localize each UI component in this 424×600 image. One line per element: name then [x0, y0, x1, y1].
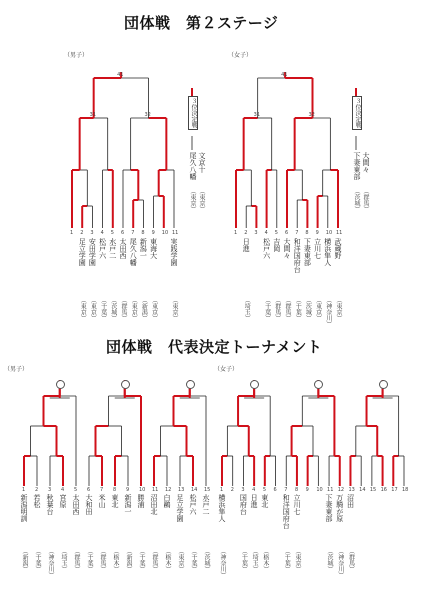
third-place-label: ３位決定戦: [354, 98, 361, 128]
entry-number: 1: [70, 230, 74, 236]
entry-number: 13: [178, 487, 185, 493]
team-name: 立川七: [292, 494, 301, 515]
entry-number: 14: [191, 487, 198, 493]
stage2-title: 団体戦 第２ステージ: [124, 14, 279, 32]
team-prefecture: （千葉）: [86, 548, 93, 572]
entry-number: 3: [254, 230, 258, 236]
entry-number: 17: [391, 487, 398, 493]
team-name: 水戸二: [108, 238, 117, 259]
entry-number: 5: [262, 487, 266, 493]
team-prefecture: （埼玉）: [243, 297, 251, 321]
team-name: 下妻東部: [303, 238, 312, 266]
team-name: 万騎が原: [335, 494, 344, 522]
entry-number: 5: [274, 230, 278, 236]
entry-number: 11: [172, 230, 179, 236]
entry-number: 1: [234, 230, 238, 236]
team-name: 新潟一: [139, 238, 148, 259]
rep-girls-label: （女子）: [214, 366, 239, 373]
team-prefecture: （千葉）: [190, 548, 197, 572]
team-name: 沼田: [346, 494, 355, 508]
team-name: 吉岡: [272, 238, 281, 252]
team-name: 大和田: [85, 494, 93, 515]
entry-number: 7: [295, 230, 299, 236]
semifinal-match-number: 31: [253, 112, 261, 118]
entry-number: 3: [90, 230, 94, 236]
team-prefecture: （埼玉）: [251, 548, 259, 572]
team-name: 東北: [260, 494, 269, 508]
team-name: 松戸六: [98, 238, 107, 259]
entry-number: 9: [151, 230, 155, 236]
entry-number: 10: [325, 230, 333, 236]
team-prefecture: （千葉）: [138, 548, 145, 572]
block-winner-marker: [186, 380, 195, 389]
team-prefecture: （新潟）: [140, 297, 148, 321]
team-name: 安田学園: [88, 238, 97, 266]
team-name: 横浜隼人: [323, 238, 332, 266]
entry-number: 9: [315, 230, 319, 236]
team-name: 立川七: [313, 238, 322, 259]
entry-number: 5: [110, 230, 114, 236]
stage2-boys-label: （男子）: [64, 52, 89, 59]
entry-number: 12: [165, 487, 172, 493]
team-prefecture: （神奈川）: [219, 548, 226, 578]
team-prefecture: （埼玉）: [60, 548, 67, 572]
team-name: 米山: [98, 494, 106, 508]
team-name: 宮原: [59, 494, 67, 508]
team-prefecture: （群馬）: [284, 297, 291, 321]
team-prefecture: （千葉）: [240, 548, 248, 572]
team-name: 東北: [111, 494, 119, 508]
entry-number: 11: [327, 487, 334, 493]
semifinal-match-number: 32: [144, 112, 151, 118]
team-name: 新潟一: [124, 494, 132, 515]
third-place-pref: （東京）: [198, 188, 205, 212]
final-match-number: 41: [281, 72, 288, 78]
team-name: 新潟明訓: [20, 494, 28, 522]
team-prefecture: （東京）: [150, 297, 158, 321]
third-place-team: 大間々: [362, 152, 370, 173]
team-prefecture: （新潟）: [21, 548, 28, 572]
team-name: 若松: [33, 494, 41, 508]
entry-number: 11: [336, 230, 343, 236]
team-prefecture: （茨城）: [109, 297, 117, 321]
entry-number: 2: [80, 230, 84, 236]
entry-number: 10: [161, 230, 169, 236]
third-place-pref: （群馬）: [362, 188, 369, 212]
third-place-pref: （東京）: [189, 188, 196, 212]
entry-number: 13: [348, 487, 355, 493]
entry-number: 3: [48, 487, 52, 493]
entry-number: 6: [273, 487, 277, 493]
entry-number: 7: [100, 487, 104, 493]
team-name: 和洋国府台: [293, 238, 302, 273]
team-prefecture: （東京）: [171, 297, 178, 321]
team-name: 足立学園: [78, 238, 87, 266]
team-name: 下妻東部: [325, 494, 334, 522]
team-name: 沼田北: [150, 494, 158, 515]
team-name: 和洋国府台: [282, 494, 291, 529]
final-match-number: 41: [117, 72, 124, 78]
entry-number: 14: [359, 487, 366, 493]
entry-number: 2: [35, 487, 39, 493]
team-name: 松戸六: [189, 494, 197, 515]
team-name: 足立学園: [176, 494, 184, 522]
entry-number: 2: [230, 487, 234, 493]
third-place-label: ３位決定戦: [190, 98, 197, 128]
entry-number: 10: [316, 487, 323, 493]
entry-number: 16: [380, 487, 387, 493]
team-prefecture: （群馬）: [273, 297, 281, 321]
team-prefecture: （東京）: [89, 297, 97, 321]
team-prefecture: （千葉）: [34, 548, 41, 572]
team-name: 太田西: [119, 238, 127, 259]
rep-boys-label: （男子）: [4, 366, 29, 373]
team-name: 水戸二: [202, 494, 210, 515]
team-name: 大間々: [283, 238, 291, 259]
team-prefecture: （茨城）: [203, 548, 210, 572]
entry-number: 8: [294, 487, 299, 493]
team-name: 武蔵野: [334, 238, 342, 259]
team-prefecture: （栃木）: [112, 548, 119, 572]
entry-number: 8: [113, 487, 117, 493]
third-place-team: 尾久八幡: [189, 152, 197, 180]
entry-number: 7: [131, 230, 135, 236]
entry-number: 5: [74, 487, 78, 493]
team-name: 松戸六: [262, 238, 271, 259]
team-name: 白鷗: [163, 494, 171, 508]
team-prefecture: （千葉）: [99, 297, 107, 321]
team-name: 秋葉台: [46, 494, 54, 515]
entry-number: 12: [337, 487, 345, 493]
team-prefecture: （東京）: [335, 297, 342, 321]
team-name: 勝浦: [137, 494, 145, 508]
team-prefecture: （神奈川）: [336, 548, 344, 578]
team-prefecture: （東京）: [79, 297, 87, 321]
entry-number: 10: [139, 487, 146, 493]
team-prefecture: （千葉）: [294, 297, 302, 321]
entry-number: 4: [252, 487, 256, 493]
team-prefecture: （千葉）: [263, 297, 271, 321]
team-prefecture: （群馬）: [99, 548, 106, 572]
block-winner-marker: [379, 380, 388, 389]
entry-number: 4: [100, 230, 104, 236]
team-prefecture: （東京）: [293, 548, 301, 572]
entry-number: 15: [369, 487, 377, 493]
team-prefecture: （神奈川）: [47, 548, 54, 578]
team-name: 東海大: [149, 238, 158, 259]
block-winner-marker: [121, 380, 130, 389]
team-prefecture: （東京）: [130, 297, 138, 321]
stage2-girls-label: （女子）: [228, 52, 253, 59]
entry-number: 11: [152, 487, 159, 493]
entry-number: 9: [126, 487, 130, 493]
entry-number: 6: [285, 230, 289, 236]
team-prefecture: （新潟）: [125, 548, 132, 572]
entry-number: 1: [22, 487, 26, 493]
team-prefecture: （神奈川）: [324, 297, 332, 327]
entry-number: 2: [244, 230, 248, 236]
team-prefecture: （東京）: [314, 297, 322, 321]
team-prefecture: （群馬）: [120, 297, 127, 321]
entry-number: 3: [241, 487, 245, 493]
team-name: 太田西: [72, 494, 80, 515]
semifinal-match-number: 31: [89, 112, 97, 118]
entry-number: 15: [204, 487, 211, 493]
team-prefecture: （群馬）: [347, 548, 355, 572]
entry-number: 9: [305, 487, 309, 493]
semifinal-match-number: 32: [308, 112, 315, 118]
team-prefecture: （茨城）: [304, 297, 312, 321]
entry-number: 6: [87, 487, 91, 493]
team-prefecture: （千葉）: [283, 548, 291, 572]
entry-number: 7: [284, 487, 288, 493]
team-name: 日進: [250, 494, 259, 508]
team-name: 横浜隼人: [218, 494, 226, 522]
team-prefecture: （栃木）: [261, 548, 269, 572]
third-place-pref: （茨城）: [353, 188, 360, 212]
entry-number: 4: [264, 230, 268, 236]
rep-title: 団体戦 代表決定トーナメント: [106, 338, 323, 356]
team-name: 尾久八幡: [129, 238, 138, 266]
entry-number: 1: [220, 487, 224, 493]
third-place-team: 文京十: [198, 152, 206, 173]
entry-number: 8: [305, 230, 309, 236]
team-name: 国府台: [239, 494, 248, 515]
team-prefecture: （群馬）: [73, 548, 80, 572]
entry-number: 6: [121, 230, 125, 236]
team-name: 実践学園: [170, 238, 178, 266]
entry-number: 18: [402, 487, 409, 493]
third-place-team: 下妻東部: [353, 152, 361, 180]
entry-number: 8: [141, 230, 145, 236]
block-winner-marker: [56, 380, 65, 389]
team-prefecture: （群馬）: [151, 548, 158, 572]
team-prefecture: （東京）: [177, 548, 184, 572]
team-prefecture: （栃木）: [164, 548, 171, 572]
team-name: 日進: [242, 238, 251, 252]
entry-number: 4: [61, 487, 65, 493]
team-prefecture: （茨城）: [326, 548, 334, 572]
